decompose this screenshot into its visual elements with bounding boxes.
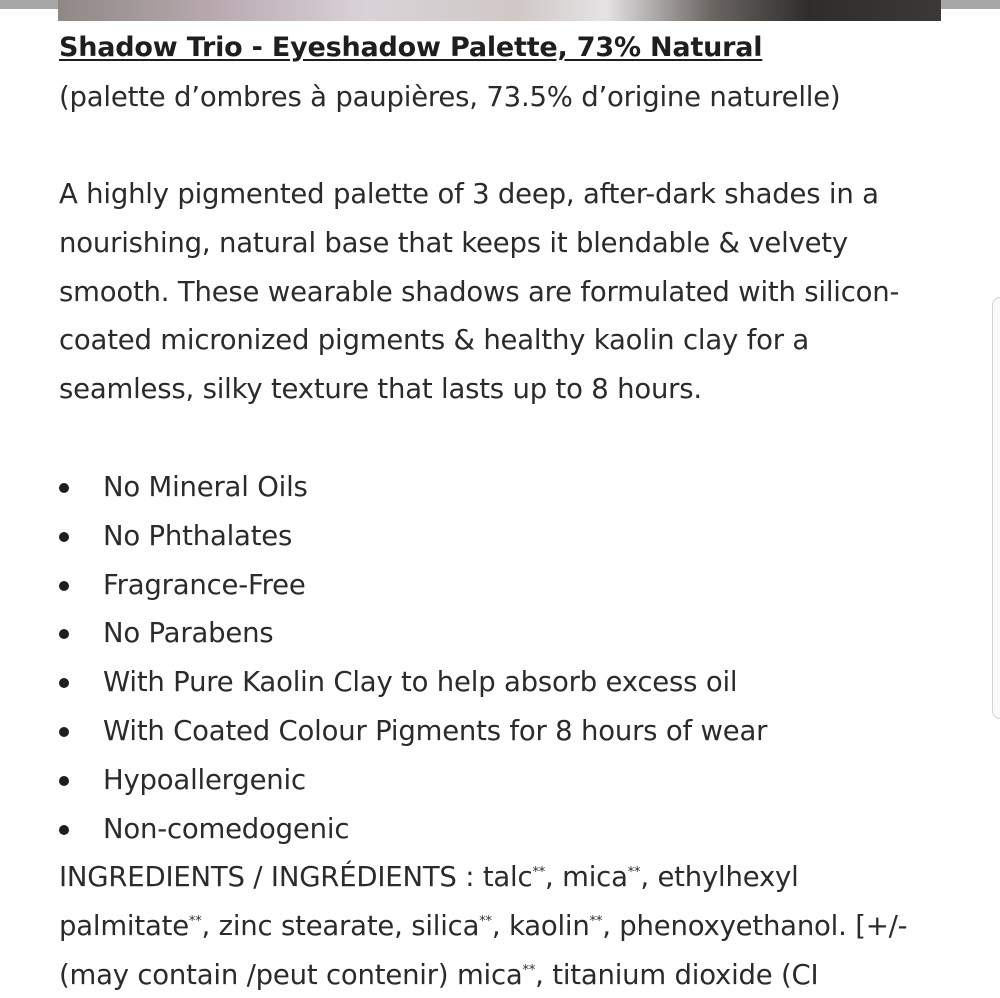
bullet-icon: [59, 776, 69, 786]
feature-item: [59, 707, 959, 756]
feature-item: [59, 805, 959, 854]
natural-origin-marker: **: [589, 914, 603, 930]
bullet-icon: [59, 727, 69, 737]
natural-origin-marker: **: [532, 865, 546, 881]
feature-item: [59, 658, 959, 707]
ingredient-kaolin: kaolin: [508, 910, 590, 943]
product-title: Shadow Trio - Eyeshadow Palette, 73% Natural: [59, 32, 763, 63]
feature-label: Non-comedogenic: [103, 812, 350, 845]
product-description: A highly pigmented palette of 3 deep, after-dark shades in a nourishing, natural base that keeps it blendable & velvety smooth. These wearable shadows are formulated with silicon-coated micronized pigments & healthy kaolin clay for a seamless, silky texture that lasts up to 8 hours.: [59, 178, 900, 406]
bullet-icon: [59, 629, 69, 639]
ingredient-ethylhexyl-palmitate: ethylhexyl palmitate: [59, 861, 799, 943]
ingredients-heading: INGREDIENTS / INGRÉDIENTS :: [59, 861, 475, 894]
ingredient-mica: mica: [562, 861, 628, 894]
product-subtitle: (palette d’ombres à paupières, 73.5% d’origine naturelle): [59, 81, 841, 113]
ingredient-silica: silica: [411, 910, 480, 943]
bullet-icon: [59, 532, 69, 542]
ingredient-mica: mica: [456, 958, 523, 991]
bullet-icon: [59, 483, 69, 493]
bullet-icon: [59, 825, 69, 835]
ingredient-talc: talc: [482, 861, 533, 894]
feature-item: [59, 756, 959, 805]
feature-item: [59, 561, 959, 610]
feature-label: No Mineral Oils: [103, 470, 308, 503]
feature-label: Fragrance-Free: [103, 568, 306, 601]
feature-item: [59, 463, 959, 512]
natural-origin-marker: **: [188, 914, 202, 930]
feature-label: With Pure Kaolin Clay to help absorb excess oil: [103, 666, 738, 699]
ingredients-text: INGREDIENTS / INGRÉDIENTS : talc**, mica**, ethylhexyl palmitate**, zinc stearate, silica**, kaolin**, phenoxyethanol. [+/- (may contain /peut contenir) mica**, titanium dioxide (CI: [59, 861, 908, 991]
ingredient-titanium-dioxide: , titanium dioxide (CI: [535, 958, 819, 991]
scroll-handle[interactable]: [992, 297, 1000, 719]
feature-label: Hypoallergenic: [103, 763, 306, 796]
ingredient-phenoxyethanol: , phenoxyethanol.: [602, 910, 847, 943]
natural-origin-marker: **: [627, 865, 641, 881]
feature-label: No Parabens: [103, 617, 274, 650]
bullet-icon: [59, 581, 69, 591]
feature-item: [59, 512, 959, 561]
ingredient-zinc-stearate: , zinc stearate,: [201, 910, 403, 943]
bullet-icon: [59, 678, 69, 688]
feature-item: [59, 609, 959, 658]
feature-list: [59, 463, 959, 853]
natural-origin-marker: **: [522, 962, 536, 978]
may-contain-label: [+/- (may contain /peut contenir): [59, 910, 908, 991]
natural-origin-marker: **: [479, 914, 492, 930]
product-image: [58, 0, 941, 21]
feature-label: With Coated Colour Pigments for 8 hours of wear: [103, 714, 768, 747]
feature-label: No Phthalates: [103, 519, 293, 552]
product-content: [59, 26, 959, 998]
